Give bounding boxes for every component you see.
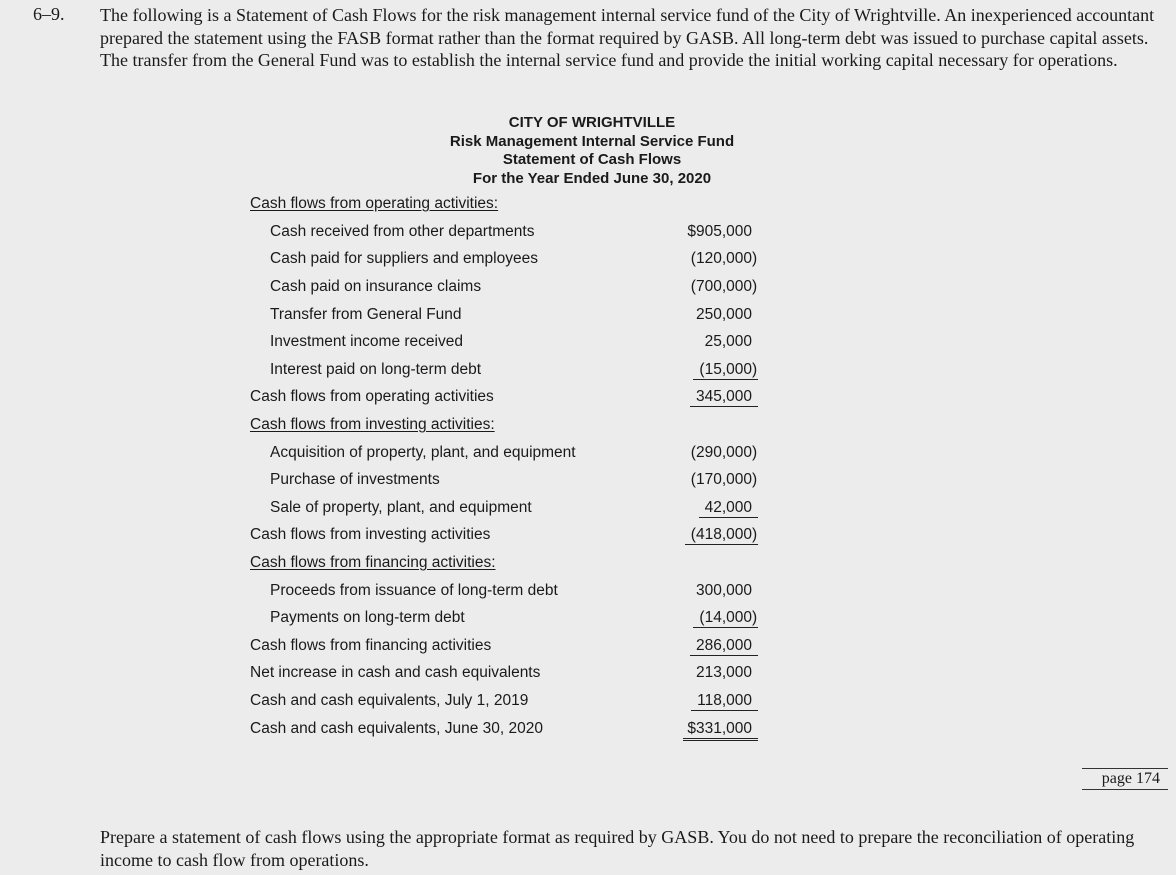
problem-intro-text: The following is a Statement of Cash Flows for the risk management internal service fund of the City of Wrightville. An inexperienced accountant prepared the statement using the FASB format rather than the format required by GASB. All long-term debt was issued to purchase capital assets. The transfer from the General Fund was to establish the internal service fund and provide the initial working capital necessary for operations. (100, 5, 1155, 70)
row-label: Cash and cash equivalents, July 1, 2019 (250, 692, 529, 709)
row-label: Cash flows from financing activities (250, 637, 492, 654)
row-amount: 250,000 (695, 306, 752, 323)
row-amount: (170,000) (690, 471, 758, 488)
subtotal-row (0, 388, 1000, 410)
entity-name: CITY OF WRIGHTVILLE (508, 114, 676, 131)
row-label: Cash flows from financing activities: (250, 554, 496, 571)
row-label: Transfer from General Fund (270, 306, 462, 323)
statement-period: For the Year Ended June 30, 2020 (472, 169, 712, 187)
row-label: Cash flows from operating activities (250, 388, 494, 405)
table-row (0, 223, 1000, 245)
section-header-investing (0, 416, 1000, 438)
problem-prompt-text: Prepare a statement of cash flows using the appropriate format as required by GASB. You do not need to prepare the reconciliation of operating income to cash flow from operations. (100, 827, 1135, 870)
total-row (0, 720, 1000, 742)
row-label: Cash and cash equivalents, June 30, 2020 (250, 720, 543, 737)
row-amount: (290,000) (690, 444, 758, 461)
row-amount: 42,000 (699, 499, 758, 518)
statement-title: Statement of Cash Flows (502, 151, 682, 168)
row-amount: (120,000) (690, 250, 758, 267)
section-header-financing (0, 554, 1000, 576)
table-row (0, 692, 1000, 714)
table-row (0, 306, 1000, 328)
row-label: Payments on long-term debt (270, 609, 465, 626)
row-label: Cash flows from investing activities (250, 526, 491, 543)
table-row (0, 278, 1000, 300)
table-row (0, 250, 1000, 272)
row-label: Purchase of investments (270, 471, 440, 488)
row-amount: (15,000) (693, 361, 758, 380)
subtotal-row (0, 526, 1000, 548)
table-row (0, 582, 1000, 604)
subtotal-row (0, 637, 1000, 659)
row-label: Net increase in cash and cash equivalents (250, 664, 541, 681)
table-row (0, 333, 1000, 355)
subtotal-row (0, 664, 1000, 686)
problem-number: 6–9. (33, 4, 65, 24)
table-row (0, 471, 1000, 493)
row-amount: 25,000 (704, 333, 752, 350)
row-label: Cash paid on insurance claims (270, 278, 482, 295)
row-label: Cash flows from investing activities: (250, 416, 495, 433)
section-header-operating (0, 195, 1000, 217)
row-label: Investment income received (270, 333, 463, 350)
row-label: Cash flows from operating activities: (250, 195, 499, 212)
row-label: Proceeds from issuance of long-term debt (270, 582, 558, 599)
row-label: Interest paid on long-term debt (270, 361, 482, 378)
table-row (0, 444, 1000, 466)
row-amount: (14,000) (693, 609, 758, 628)
row-amount: 345,000 (690, 388, 758, 407)
row-label: Cash received from other departments (270, 223, 535, 240)
table-row (0, 361, 1000, 383)
row-label: Cash paid for suppliers and employees (270, 250, 538, 267)
page-number-label: page 174 (1082, 768, 1168, 790)
table-row (0, 499, 1000, 521)
row-label: Sale of property, plant, and equipment (270, 499, 532, 516)
row-amount: (418,000) (685, 526, 758, 545)
row-amount: $905,000 (687, 223, 752, 240)
fund-name: Risk Management Internal Service Fund (449, 132, 735, 150)
row-amount: 118,000 (691, 692, 758, 711)
row-amount: $331,000 (683, 720, 758, 741)
row-amount: 300,000 (695, 582, 752, 599)
row-label: Acquisition of property, plant, and equipment (270, 444, 576, 461)
row-amount: 213,000 (695, 664, 752, 681)
row-amount: 286,000 (690, 637, 758, 656)
table-row (0, 609, 1000, 631)
row-amount: (700,000) (690, 278, 758, 295)
